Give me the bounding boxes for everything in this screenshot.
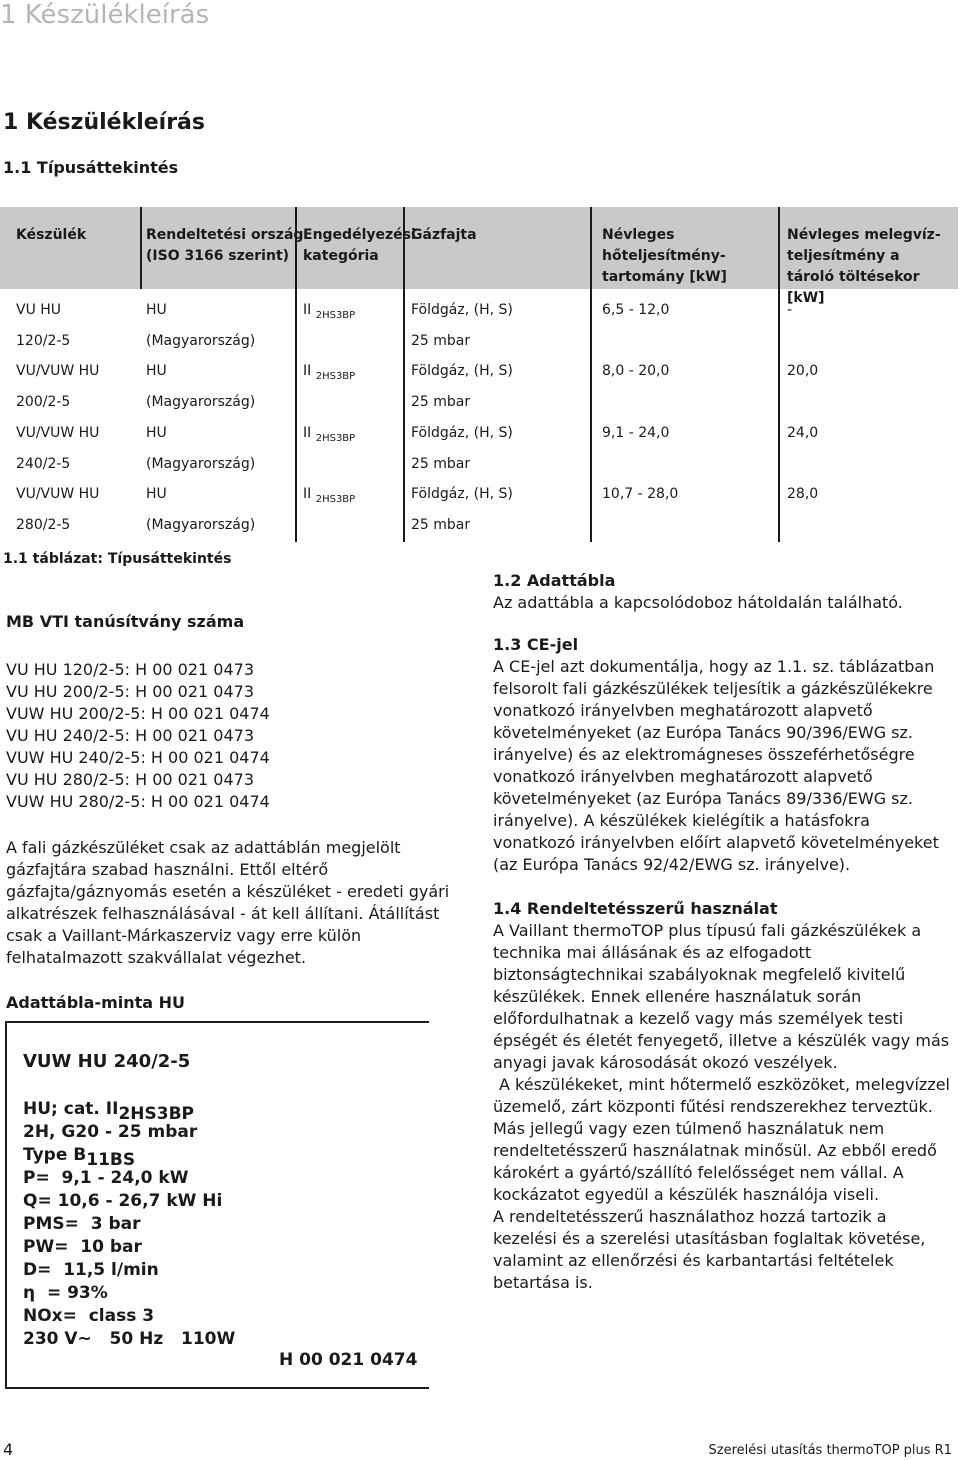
plate-gas: 2H, G20 - 25 mbar: [23, 1122, 198, 1142]
device-name: VU/VUW HU: [16, 486, 100, 502]
plate-spec-line: D= 11,5 l/min: [23, 1260, 159, 1280]
column-divider: [590, 207, 592, 542]
hot-water-output: 24,0: [787, 425, 819, 441]
section-title: 1.2 Adattábla: [493, 571, 616, 590]
certificate-line: VUW HU 200/2-5: H 00 021 0474: [6, 704, 270, 723]
plate-spec-line: 230 V~ 50 Hz 110W: [23, 1329, 236, 1349]
country-code: HU: [146, 302, 167, 318]
header-heat-output: Névleges hőteljesítmény- tartomány [kW]: [602, 227, 727, 285]
device-model: 120/2-5: [16, 333, 71, 349]
plate-spec-line: P= 9,1 - 24,0 kW: [23, 1168, 189, 1188]
country-code: HU: [146, 486, 167, 502]
certificate-line: VU HU 240/2-5: H 00 021 0473: [6, 726, 255, 745]
hot-water-output: 28,0: [787, 486, 819, 502]
gas-type: Földgáz, (H, S): [411, 302, 513, 318]
header-category: Engedélyezési kategória: [303, 227, 416, 264]
category-value: II $_{2HS3BP}$: [303, 425, 356, 444]
plate-spec-line: η = 93%: [23, 1283, 108, 1303]
footer-document-title: Szerelési utasítás thermoTOP plus R1: [708, 1443, 952, 1458]
heat-output-range: 10,7 - 28,0: [602, 486, 679, 502]
plate-category: HU; cat. II2HS3BP: [23, 1099, 194, 1124]
gas-type: Földgáz, (H, S): [411, 425, 513, 441]
country-code: HU: [146, 363, 167, 379]
certificate-line: VU HU 200/2-5: H 00 021 0473: [6, 682, 255, 701]
column-divider: [140, 207, 142, 289]
section-body: A Vaillant thermoTOP plus típusú fali gázkészülékek a technika mai állásának és az elfogadott biztonságtechnikai szabályoknak megfelelő kivitelű készülékek. Ennek ellenére használatuk során előfordulhatnak a kezelő vagy más személyek testi épségét és életét fenyegető, illetve a készülék vagy más anyagi javak károsodását okozó veszélyek.: [493, 921, 950, 1072]
section-body: Az adattábla a kapcsolódoboz hátoldalán található.: [493, 593, 903, 612]
running-header: 1 Készülékleírás: [0, 0, 210, 30]
country-name: (Magyarország): [146, 394, 256, 410]
country-name: (Magyarország): [146, 333, 256, 349]
gas-pressure: 25 mbar: [411, 517, 471, 533]
device-model: 240/2-5: [16, 456, 71, 472]
plate-type: Type B11BS: [23, 1145, 136, 1170]
plate-spec-line: PMS= 3 bar: [23, 1214, 141, 1234]
country-code: HU: [146, 425, 167, 441]
gas-type: Földgáz, (H, S): [411, 486, 513, 502]
hot-water-output: -: [787, 302, 793, 318]
sample-data-plate: [5, 1021, 429, 1389]
gas-type: Földgáz, (H, S): [411, 363, 513, 379]
plate-specs: [23, 1098, 235, 1351]
type-overview-table: [0, 207, 958, 542]
section-title: 1.4 Rendeltetésszerű használat: [493, 899, 778, 918]
country-name: (Magyarország): [146, 517, 256, 533]
header-country: Rendeltetési ország (ISO 3166 szerint): [146, 227, 304, 264]
plate-certificate-number: H 00 021 0474: [279, 1350, 418, 1370]
heat-output-range: 8,0 - 20,0: [602, 363, 670, 379]
header-gas-type: Gázfajta: [411, 227, 477, 243]
section-title: 1.3 CE-jel: [493, 635, 579, 654]
right-column: [493, 570, 953, 1294]
category-value: II $_{2HS3BP}$: [303, 363, 356, 382]
heat-output-range: 9,1 - 24,0: [602, 425, 670, 441]
device-model: 280/2-5: [16, 517, 71, 533]
section-body: A rendeltetésszerű használathoz hozzá tartozik a kezelési és a szerelési utasításban foglaltak követése, valamint az ellenőrzési és karbantartási feltételek betartása is.: [493, 1207, 926, 1292]
certificate-line: VUW HU 240/2-5: H 00 021 0474: [6, 748, 270, 767]
plate-spec-line: PW= 10 bar: [23, 1237, 142, 1257]
country-name: (Magyarország): [146, 456, 256, 472]
device-model: 200/2-5: [16, 394, 71, 410]
header-device: Készülék: [16, 227, 87, 243]
header-hot-water-output: Névleges melegvíz- teljesítmény a tároló töltésekor [kW]: [787, 227, 941, 306]
certificate-line: VU HU 120/2-5: H 00 021 0473: [6, 660, 255, 679]
device-name: VU/VUW HU: [16, 425, 100, 441]
sample-plate-title: Adattábla-minta HU: [6, 993, 186, 1012]
category-value: II $_{2HS3BP}$: [303, 486, 356, 505]
plate-spec-line: Q= 10,6 - 26,7 kW Hi: [23, 1191, 223, 1211]
left-column: [6, 612, 461, 1012]
hot-water-output: 20,0: [787, 363, 819, 379]
section-body: A készülékeket, mint hőtermelő eszközöket, melegvízzel üzemelő, zárt központi fűtési rendszerekhez terveztük. Más jellegű vagy ezen túlmenő használatuk nem rendeltetésszerű használatnak minősül. Az ebből eredő károkért a gyártó/szállító felelősséget nem vállal. A kockázatot egyedül a készülék használója viseli.: [493, 1075, 950, 1204]
device-name: VU/VUW HU: [16, 363, 100, 379]
device-name: VU HU: [16, 302, 62, 318]
plate-spec-line: NOx= class 3: [23, 1306, 155, 1326]
certificate-list: [6, 659, 461, 813]
chapter-heading: 1 Készülékleírás: [3, 110, 205, 135]
certificate-line: VU HU 280/2-5: H 00 021 0473: [6, 770, 255, 789]
section-heading: 1.1 Típusáttekintés: [3, 158, 179, 177]
category-value: II $_{2HS3BP}$: [303, 302, 356, 321]
gas-type-paragraph: A fali gázkészüléket csak az adattáblán megjelölt gázfajtára szabad használni. Ettől eltérő gázfajta/gáznyomás esetén a készüléket - eredeti gyári alkatrészek felhasználásával - át kell állítani. Átállítást csak a Vaillant-Márkaszerviz vagy erre külön felhatalmazott szakvállalat végezhet.: [6, 838, 450, 967]
gas-pressure: 25 mbar: [411, 456, 471, 472]
plate-model: VUW HU 240/2-5: [23, 1051, 191, 1072]
gas-pressure: 25 mbar: [411, 394, 471, 410]
certificate-line: VUW HU 280/2-5: H 00 021 0474: [6, 792, 270, 811]
section-body: A CE-jel azt dokumentálja, hogy az 1.1. sz. táblázatban felsorolt fali gázkészülékek teljesítik a gázkészülékekre vonatkozó irányelvben meghatározott alapvető követelményeket (az Európa Tanács 90/396/EWG sz. irányelve) és az elektromágneses összeférhetőségre vonatkozó irányelvben meghatározott alapvető követelményeket (az Európa Tanács 89/336/EWG sz. irányelve). A készülékek kielégítik a hatásfokra vonatkozó irányelvben előírt alapvető követelményeket (az Európa Tanács 92/42/EWG sz. irányelve).: [493, 657, 939, 874]
table-caption: 1.1 táblázat: Típusáttekintés: [3, 551, 232, 567]
heat-output-range: 6,5 - 12,0: [602, 302, 670, 318]
gas-pressure: 25 mbar: [411, 333, 471, 349]
page-number: 4: [3, 1440, 14, 1459]
column-divider: [778, 207, 780, 542]
certificate-title: MB VTI tanúsítvány száma: [6, 612, 245, 631]
